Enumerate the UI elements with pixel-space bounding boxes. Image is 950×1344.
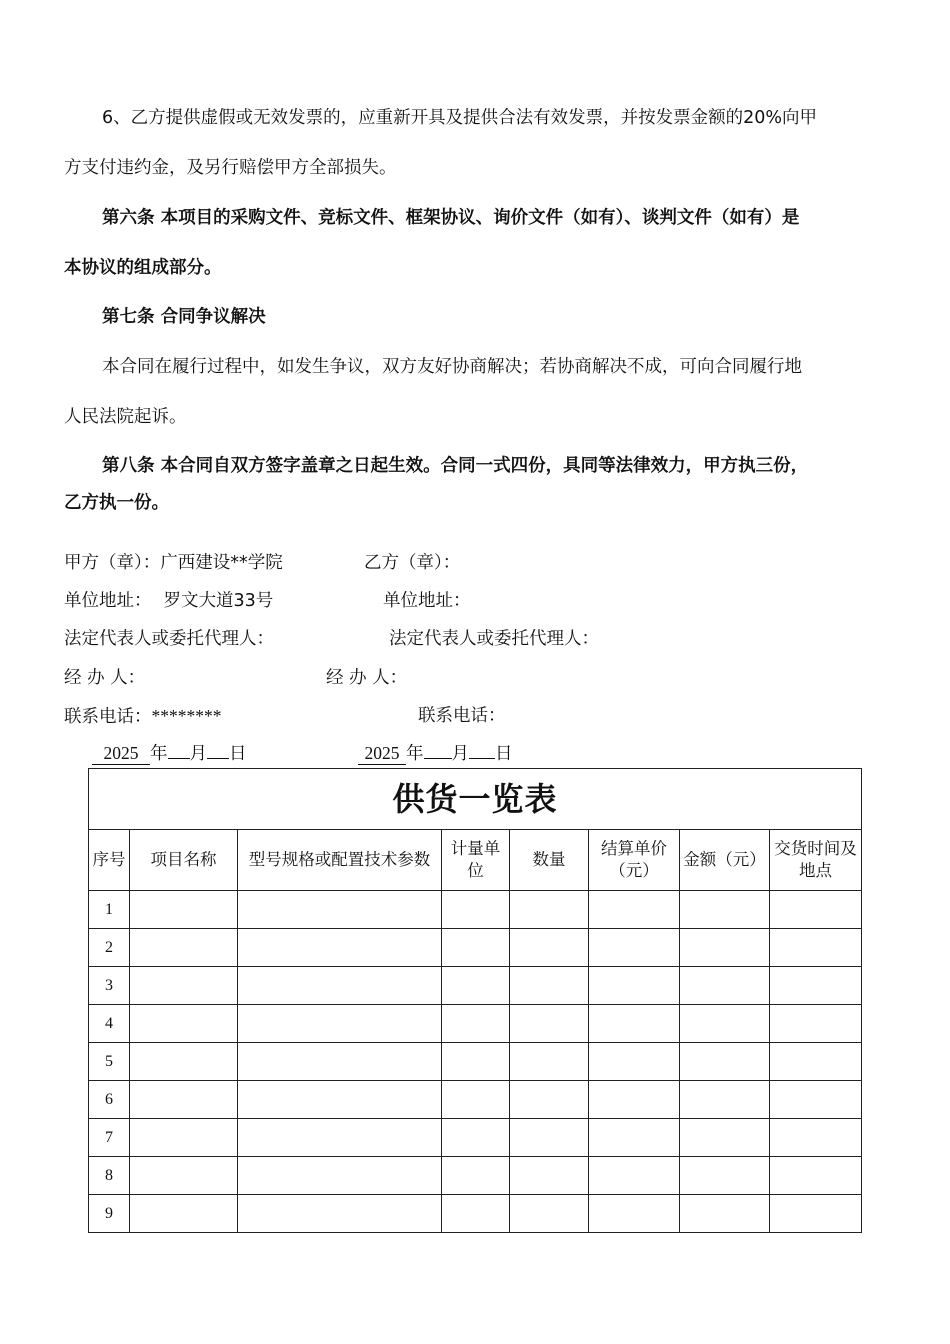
header-unit-price <box>589 830 680 891</box>
party-b-day-blank <box>469 758 495 759</box>
cell-model-spec <box>238 1195 442 1233</box>
cell-unit <box>442 1157 510 1195</box>
cell-delivery <box>770 1005 862 1043</box>
article6-line1: 第六条 本项目的采购文件、竞标文件、框架协议、询价文件（如有）、谈判文件（如有）是 <box>102 208 800 228</box>
table-row <box>89 1195 862 1233</box>
table-row <box>89 967 862 1005</box>
party-a-month-blank <box>168 758 190 759</box>
article8-line1: 第八条 本合同自双方签字盖章之日起生效。合同一式四份，具同等法律效力，甲方执三份， <box>102 456 809 476</box>
cell-item-name <box>130 1195 238 1233</box>
cell-delivery <box>770 967 862 1005</box>
cell-model-spec <box>238 1043 442 1081</box>
table-row <box>89 891 862 929</box>
party-a-date <box>92 742 247 766</box>
cell-item-name <box>130 1081 238 1119</box>
party-a-day-blank <box>207 758 229 759</box>
cell-item-name <box>130 1043 238 1081</box>
cell-quantity <box>510 967 589 1005</box>
header-amount: 金额（元） <box>680 830 770 891</box>
party-a-address-value: 罗文大道33号 <box>163 591 274 611</box>
cell-unit <box>442 1195 510 1233</box>
party-b-month-char: 月 <box>451 744 469 764</box>
cell-unit-price <box>589 1081 680 1119</box>
cell-quantity <box>510 1119 589 1157</box>
header-unit-price-line2: （元） <box>609 861 659 880</box>
party-a-phone <box>64 704 222 729</box>
row-index: 3 <box>89 967 130 1005</box>
cell-item-name <box>130 1157 238 1195</box>
cell-item-name <box>130 967 238 1005</box>
table-row <box>89 1119 862 1157</box>
header-seq: 序号 <box>89 830 130 891</box>
cell-item-name <box>130 929 238 967</box>
cell-unit-price <box>589 929 680 967</box>
cell-unit-price <box>589 1157 680 1195</box>
party-a-day-char: 日 <box>229 744 247 764</box>
cell-item-name <box>130 1005 238 1043</box>
table-row <box>89 929 862 967</box>
party-a-phone-label: 联系电话： <box>64 707 152 727</box>
party-a-year-char: 年 <box>150 744 168 764</box>
row-index: 4 <box>89 1005 130 1043</box>
cell-amount <box>680 1119 770 1157</box>
cell-unit <box>442 1043 510 1081</box>
cell-amount <box>680 967 770 1005</box>
header-quantity: 数量 <box>510 830 589 891</box>
cell-quantity <box>510 891 589 929</box>
cell-quantity <box>510 1195 589 1233</box>
cell-delivery <box>770 929 862 967</box>
supply-list-table <box>88 768 862 1233</box>
cell-model-spec <box>238 929 442 967</box>
table-header-row <box>89 830 862 891</box>
cell-item-name <box>130 891 238 929</box>
cell-amount <box>680 1195 770 1233</box>
cell-amount <box>680 1043 770 1081</box>
cell-delivery <box>770 1043 862 1081</box>
party-b-seal: 乙方（章）： <box>364 553 461 573</box>
article6-line2: 本协议的组成部分。 <box>64 258 222 278</box>
party-b-representative: 法定代表人或委托代理人： <box>389 629 599 649</box>
cell-unit <box>442 1005 510 1043</box>
party-a-address-label: 单位地址： <box>64 591 152 611</box>
party-b-handler: 经 办 人： <box>326 668 408 688</box>
party-b-phone: 联系电话： <box>418 706 506 726</box>
article7-line2: 人民法院起诉。 <box>64 407 187 427</box>
clause6-item-line1: 6、乙方提供虚假或无效发票的，应重新开具及提供合法有效发票，并按发票金额的20%向甲 <box>102 108 818 128</box>
header-item-name: 项目名称 <box>130 830 238 891</box>
header-unit-price-line1: 结算单价 <box>601 839 667 858</box>
party-a-month-char: 月 <box>189 744 207 764</box>
cell-quantity <box>510 1043 589 1081</box>
cell-unit-price <box>589 1119 680 1157</box>
cell-amount <box>680 891 770 929</box>
table-title: 供货一览表 <box>89 769 862 830</box>
party-b-address: 单位地址： <box>383 591 471 611</box>
party-a-seal <box>64 551 283 575</box>
row-index: 2 <box>89 929 130 967</box>
article8-line2: 乙方执一份。 <box>64 493 169 513</box>
cell-delivery <box>770 1195 862 1233</box>
cell-amount <box>680 929 770 967</box>
clause6-item-line2: 方支付违约金，及另行赔偿甲方全部损失。 <box>64 158 397 178</box>
party-b-date-year: 2025 <box>358 742 406 765</box>
cell-unit <box>442 929 510 967</box>
header-delivery <box>770 830 862 891</box>
cell-model-spec <box>238 1119 442 1157</box>
row-index: 1 <box>89 891 130 929</box>
header-unit-line2: 位 <box>467 861 484 880</box>
cell-delivery <box>770 891 862 929</box>
table-row <box>89 1157 862 1195</box>
row-index: 6 <box>89 1081 130 1119</box>
cell-model-spec <box>238 891 442 929</box>
party-b-day-char: 日 <box>495 744 513 764</box>
table-row <box>89 1043 862 1081</box>
cell-quantity <box>510 1005 589 1043</box>
cell-unit-price <box>589 1195 680 1233</box>
party-b-month-blank <box>424 758 452 759</box>
cell-model-spec <box>238 967 442 1005</box>
row-index: 8 <box>89 1157 130 1195</box>
header-unit-line1: 计量单 <box>450 839 501 858</box>
cell-unit-price <box>589 1005 680 1043</box>
cell-quantity <box>510 1081 589 1119</box>
cell-amount <box>680 1157 770 1195</box>
cell-unit <box>442 1119 510 1157</box>
cell-quantity <box>510 929 589 967</box>
header-unit <box>442 830 510 891</box>
table-row <box>89 1081 862 1119</box>
party-a-representative: 法定代表人或委托代理人： <box>64 629 274 649</box>
cell-amount <box>680 1081 770 1119</box>
party-a-address <box>64 589 273 613</box>
row-index: 7 <box>89 1119 130 1157</box>
table-row <box>89 1005 862 1043</box>
row-index: 9 <box>89 1195 130 1233</box>
cell-model-spec <box>238 1005 442 1043</box>
party-a-date-year: 2025 <box>92 742 150 765</box>
cell-model-spec <box>238 1081 442 1119</box>
header-delivery-line2: 地点 <box>799 861 832 880</box>
cell-unit <box>442 1081 510 1119</box>
article7-heading: 第七条 合同争议解决 <box>102 307 266 327</box>
header-delivery-line1: 交货时间及 <box>774 839 857 858</box>
party-b-date <box>358 742 513 766</box>
cell-unit-price <box>589 967 680 1005</box>
cell-amount <box>680 1005 770 1043</box>
party-a-phone-value: ******** <box>151 706 222 726</box>
party-b-year-char: 年 <box>406 744 424 764</box>
cell-delivery <box>770 1119 862 1157</box>
cell-model-spec <box>238 1157 442 1195</box>
cell-unit <box>442 891 510 929</box>
party-a-seal-value: 广西建设**学院 <box>160 553 283 573</box>
cell-quantity <box>510 1157 589 1195</box>
cell-unit-price <box>589 1043 680 1081</box>
cell-unit <box>442 967 510 1005</box>
cell-item-name <box>130 1119 238 1157</box>
cell-delivery <box>770 1157 862 1195</box>
article7-line1: 本合同在履行过程中，如发生争议，双方友好协商解决；若协商解决不成，可向合同履行地 <box>102 357 802 377</box>
cell-delivery <box>770 1081 862 1119</box>
cell-unit-price <box>589 891 680 929</box>
header-model-spec: 型号规格或配置技术参数 <box>238 830 442 891</box>
party-a-handler: 经 办 人： <box>64 668 146 688</box>
row-index: 5 <box>89 1043 130 1081</box>
party-a-seal-label: 甲方（章）： <box>64 553 161 573</box>
